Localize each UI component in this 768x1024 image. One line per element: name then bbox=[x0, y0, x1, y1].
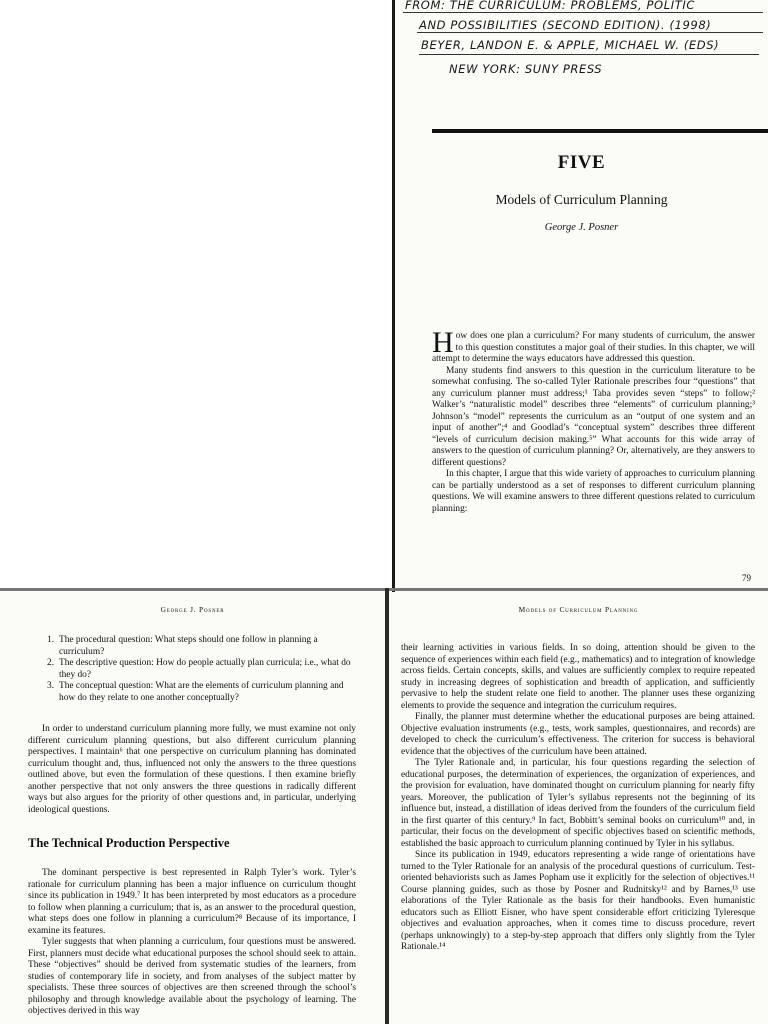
item-number: 1. bbox=[47, 635, 55, 645]
item-number: 2. bbox=[47, 658, 55, 668]
body-paragraph: The dominant perspective is best represented in Ralph Tyler’s work. Tyler’s rationale for curriculum planning has been a major influence on curriculum thought since its publication in 1949.⁷ It has been interpreted by most educators as a procedure to follow when planning a curriculum; that is, as an answer to the procedural question, what steps does one follow in planning a curriculum?⁸ Because of its importance, I examine its features. bbox=[28, 868, 356, 936]
question-item bbox=[47, 635, 357, 658]
left-page bbox=[0, 591, 385, 1024]
right-page-text bbox=[401, 643, 755, 954]
intro-paragraph-text: ow does one plan a curriculum? For many students of curriculum, the answer to this question constitutes a major goal of their studies. In this chapter, we will attempt to determine the ways educators have addressed this question. bbox=[432, 331, 755, 364]
body-paragraph: Finally, the planner must determine whether the educational purposes are being attained. Objective evaluation instruments (e.g., tests, work samples, questionnaires, and records) are developed to check the curriculum’s effectiveness. The criterion for success is behavioral evidence that the objectives of the curriculum have been attained. bbox=[401, 712, 755, 757]
body-paragraph: Many students find answers to this question in the curriculum literature to be somewhat confusing. The so-called Tyler Rationale prescribes four “questions” that any curriculum planner must address;¹ Taba provides seven “steps” to follow;² Walker’s “naturalistic model” describes three “elements” of curriculum planning;³ Johnson’s “model” represents the curriculum as an “output of one system and an input of another”;⁴ and Goodlad’s “conceptual system” describes three different “levels of curriculum decision making.⁵” What accounts for this wide array of answers to the question of curriculum planning? Or, alternatively, are they answers to different questions? bbox=[432, 365, 755, 468]
body-paragraph: Tyler suggests that when planning a curriculum, four questions must be answered. First, planners must decide what educational purposes the school should seek to attain. These “objectives” should be derived from systematic studies of the learners, from studies of contemporary life in society, and from analyses of the subject matter by specialists. These three sources of objectives are then screened through the school’s philosophy and through knowledge available about the psychology of learning. The objectives derived in this way bbox=[28, 937, 356, 1016]
body-paragraph: Since its publication in 1949, educators representing a wide range of orientations have turned to the Tyler Rationale for an analysis of the procedural questions of curriculum. Test-oriented behaviorists such as James Popham use it explicitly for the selection of objectives.¹¹ Course planning guides, such as those by Posner and Rudnitsky¹² and by Barnes,¹³ use elaborations of the Tyler Rationale as the basis for their handbooks. Even humanistic educators such as Elliott Eisner, who have spent considerable effort criticizing Tyleresque objectives and evaluation approaches, when it comes time to discuss procedure, revert (perhaps unknowingly) to a step-by-step approach that differs only slightly from the Tyler Rationale.¹⁴ bbox=[401, 850, 755, 952]
right-page bbox=[389, 591, 768, 1024]
body-paragraph: In this chapter, I argue that this wide variety of approaches to curriculum planning can be partially understood as a set of responses to different curriculum planning questions. We will examine answers to three different questions related to curriculum planning: bbox=[432, 469, 755, 514]
item-number: 3. bbox=[47, 681, 55, 691]
item-text: The procedural question: What steps should one follow in planning a curriculum? bbox=[59, 635, 318, 657]
body-paragraph: In order to understand curriculum planning more fully, we must examine not only different curriculum planning questions, but also different curriculum planning perspectives. I maintain⁶ that one perspective on curriculum planning has dominated curriculum thought and, thus, influenced not only the answers to the three questions outlined above, but even the formulation of these questions. I then examine briefly another perspective that not only answers the three questions in radically different ways but also argues for the priority of other questions and, in particular, underlying ideological questions. bbox=[28, 724, 356, 815]
handwritten-underline bbox=[403, 12, 763, 13]
section-heading: The Technical Production Perspective bbox=[28, 836, 230, 850]
drop-cap: H bbox=[432, 326, 454, 359]
running-head: Models of Curriculum Planning bbox=[518, 605, 639, 614]
spine-divider bbox=[392, 0, 395, 592]
running-head: George J. Posner bbox=[160, 605, 225, 614]
page-number: 79 bbox=[742, 573, 751, 583]
item-text: The conceptual question: What are the elements of curriculum planning and how do they relate to one another conceptually? bbox=[59, 681, 344, 703]
intro-paragraph bbox=[432, 326, 755, 366]
page-divider bbox=[0, 588, 768, 591]
question-list bbox=[47, 635, 357, 704]
body-paragraph: The Tyler Rationale and, in particular, his four questions regarding the selection of educational purposes, the determination of experiences, the organization of experiences, and the provision for evaluation, have dominated thought on curriculum planning for nearly fifty years. Moreover, the publication of Tyler’s syllabus represents not the beginning of its influence but, instead, a distillation of ideas derived from the founders of the curriculum field in the first quarter of this century.⁹ In fact, Bobbitt’s seminal books on curriculum¹⁰ and, in particular, their focus on the development of specific objectives based on scientific methods, established the basic approach to curriculum planning continued by Tyler in his syllabus. bbox=[401, 758, 755, 849]
chapter-intro-text bbox=[432, 326, 755, 515]
handwritten-underline bbox=[417, 32, 763, 33]
body-paragraph: their learning activities in various fields. In so doing, attention should be given to the sequence of experiences within each field (e.g., mathematics) and to integration of knowledge across fields. Certain concepts, skills, and values are sufficiently complex to require repeated study in increasing degrees of sophistication and breadth of application, and sufficiently pervasive to help the student relate one field to another. The planner uses these organizing elements to provide the sequence and integration the curriculum requires. bbox=[401, 643, 755, 711]
chapter-number: FIVE bbox=[557, 152, 606, 173]
spine-divider bbox=[385, 588, 389, 1024]
chapter-author: George J. Posner bbox=[544, 222, 619, 233]
handwritten-underline bbox=[419, 54, 759, 55]
chapter-opening-page bbox=[395, 0, 768, 590]
left-page-text-2 bbox=[28, 868, 356, 1018]
handwritten-line-1: FROM: THE CURRICULUM: PROBLEMS, POLITIC bbox=[405, 0, 695, 12]
handwritten-line-2: AND POSSIBILITIES (SECOND EDITION). (1998) bbox=[419, 18, 712, 32]
question-item bbox=[47, 658, 357, 681]
item-text: The descriptive question: How do people actually plan curricula; i.e., what do they do? bbox=[59, 658, 351, 680]
chapter-title: Models of Curriculum Planning bbox=[495, 192, 668, 207]
handwritten-line-4: NEW YORK: SUNY PRESS bbox=[449, 62, 603, 76]
question-item bbox=[47, 681, 357, 704]
handwritten-note-panel bbox=[0, 0, 392, 588]
handwritten-line-3: BEYER, LANDON E. & APPLE, MICHAEL W. (EDS) bbox=[421, 38, 720, 52]
left-page-text-1 bbox=[28, 724, 356, 816]
chapter-rule bbox=[432, 129, 768, 133]
